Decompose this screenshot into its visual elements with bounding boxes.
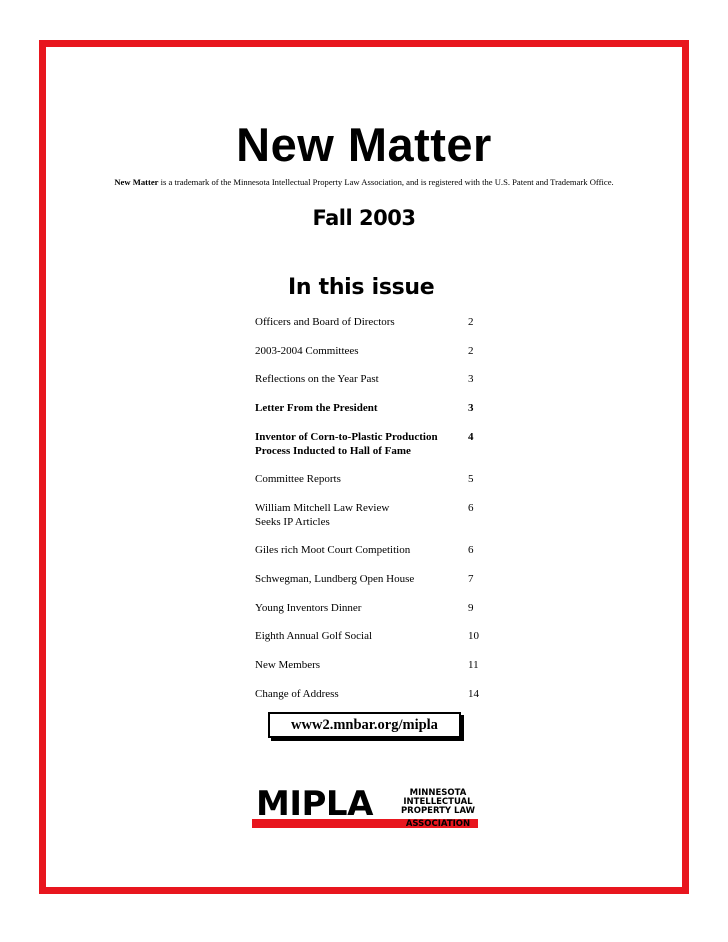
toc-entry-page: 2 — [468, 316, 474, 328]
mipla-logo — [252, 783, 478, 831]
toc-entry-title: Young Inventors Dinner — [255, 602, 362, 614]
toc-entry-page: 9 — [468, 602, 474, 614]
toc-entry-page: 14 — [468, 688, 479, 700]
toc-entry-title-line: Seeks IP Articles — [255, 516, 330, 528]
toc-entry-page: 3 — [468, 402, 474, 414]
toc-entry-title: Committee Reports — [255, 473, 341, 485]
issue-date: Fall 2003 — [312, 206, 416, 230]
logo-line-2: INTELLECTUAL — [403, 797, 473, 807]
trademark-notice — [0, 177, 728, 187]
toc-entry-title: Letter From the President — [255, 402, 378, 414]
toc-entry-title: 2003-2004 Committees — [255, 345, 359, 357]
toc-entry-page: 7 — [468, 573, 474, 585]
toc-entry-title: Officers and Board of Directors — [255, 316, 395, 328]
toc-entry-page: 10 — [468, 630, 479, 642]
toc-entry-title — [255, 430, 455, 458]
toc-entry-page: 6 — [468, 544, 474, 556]
toc-entry-page: 4 — [468, 431, 474, 443]
logo-line-4: ASSOCIATION — [405, 819, 471, 829]
website-link[interactable]: www2.mnbar.org/mipla — [268, 712, 461, 738]
trademark-lead: New Matter — [114, 177, 159, 187]
toc-entry[interactable] — [255, 430, 495, 458]
logo-mark: MIPLA — [256, 784, 373, 824]
toc-entry-title-line: Inventor of Corn-to-Plastic Production — [255, 431, 438, 443]
toc-entry-page: 5 — [468, 473, 474, 485]
logo-line-3: PROPERTY LAW — [400, 806, 476, 816]
toc-entry-title: Reflections on the Year Past — [255, 373, 379, 385]
toc-entry[interactable] — [255, 501, 495, 529]
logo-line-1: MINNESOTA — [409, 788, 467, 798]
toc-entry-title: Change of Address — [255, 688, 339, 700]
toc-entry-title: Schwegman, Lundberg Open House — [255, 573, 415, 585]
toc-entry-page: 6 — [468, 502, 474, 514]
toc-entry-page: 11 — [468, 659, 479, 671]
toc-entry-title — [255, 501, 455, 529]
toc-entry-title-line: William Mitchell Law Review — [255, 502, 390, 514]
toc-entry-title: Eighth Annual Golf Social — [255, 630, 373, 642]
toc-entry-page: 3 — [468, 373, 474, 385]
newsletter-title: New Matter — [236, 118, 492, 171]
contents-heading: In this issue — [288, 275, 435, 300]
trademark-text: is a trademark of the Minnesota Intellectual Property Law Association, and is registered with the U.S. Patent and Trademark Office. — [158, 177, 614, 187]
toc-entry-title-line: Process Inducted to Hall of Fame — [255, 445, 411, 457]
toc-entry-page: 2 — [468, 345, 474, 357]
toc-entry-title: New Members — [255, 659, 321, 671]
toc-entry-title: Giles rich Moot Court Competition — [255, 544, 411, 556]
